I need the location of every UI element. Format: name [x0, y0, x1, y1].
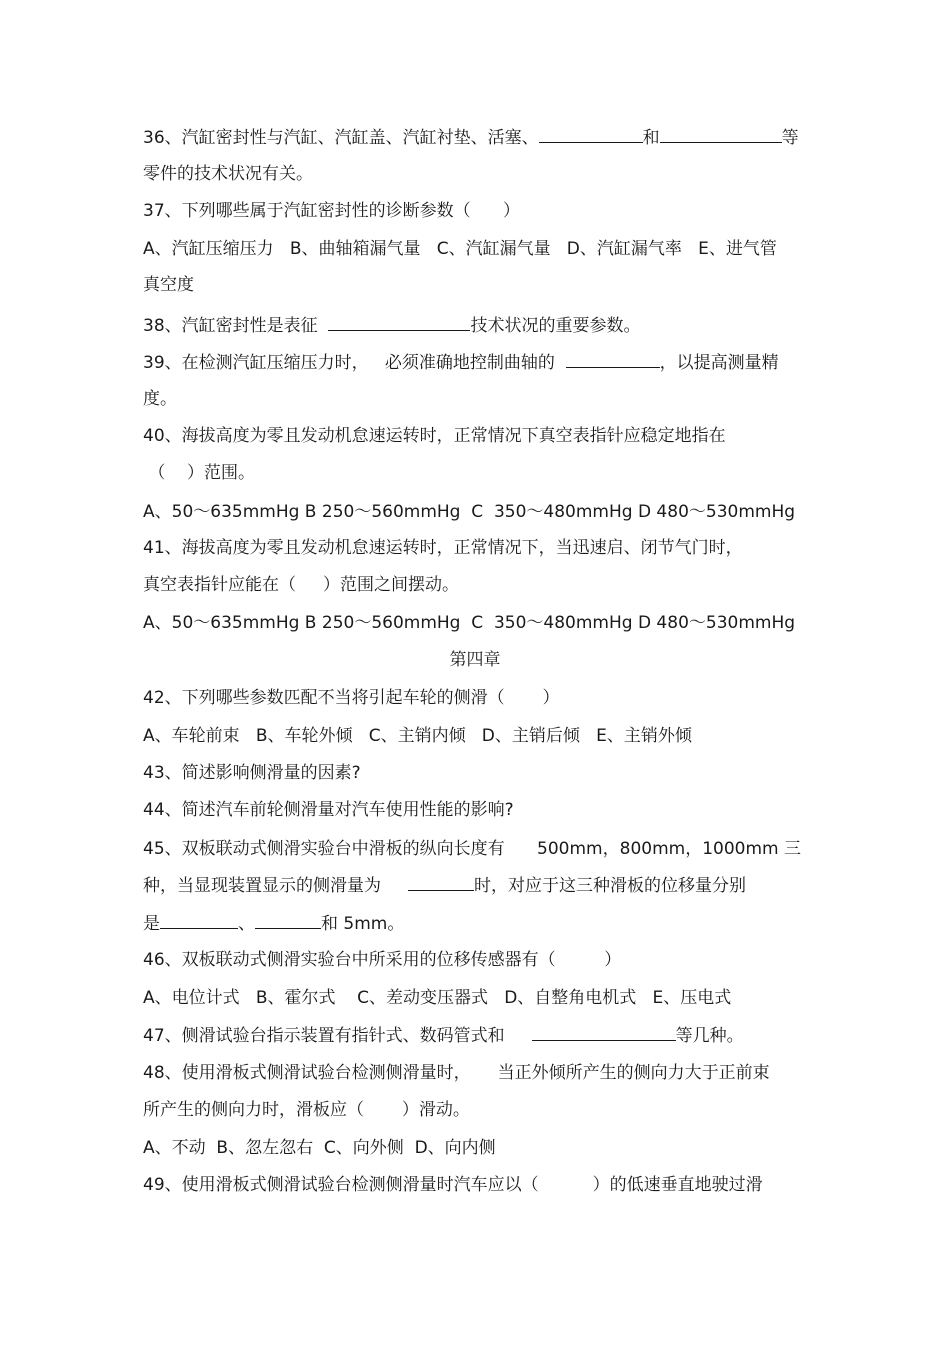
fill-blank [408, 874, 474, 891]
fill-blank [532, 1024, 676, 1041]
question-49: 49、使用滑板式侧滑试验台检测侧滑量时汽车应以（ ）的低速垂直地驶过滑 [143, 1175, 763, 1195]
question-46-options: A、电位计式 B、霍尔式 C、差动变压器式 D、自整角电机式 E、压电式 [143, 988, 732, 1008]
fill-blank [160, 912, 238, 929]
chapter-heading: 第四章 [449, 650, 501, 670]
question-37-options-cont: 真空度 [143, 275, 194, 295]
question-43: 43、简述影响侧滑量的因素? [143, 763, 361, 783]
question-36-line-1: 36、汽缸密封性与汽缸、汽缸盖、汽缸衬垫、活塞、 和 等 [143, 128, 799, 148]
question-40-line-1: 40、海拔高度为零且发动机怠速运转时，正常情况下真空表指针应稳定地指在 [143, 426, 726, 446]
fill-blank [660, 126, 782, 143]
question-42-options: A、车轮前束 B、车轮外倾 C、主销内倾 D、主销后倾 E、主销外倾 [143, 726, 692, 746]
question-44: 44、简述汽车前轮侧滑量对汽车使用性能的影响? [143, 800, 514, 820]
question-37-options: A、汽缸压缩压力 B、曲轴箱漏气量 C、汽缸漏气量 D、汽缸漏气率 E、进气管 [143, 239, 777, 259]
question-39-line-1: 39、在检测汽缸压缩压力时， 必须准确地控制曲轴的 ，以提高测量精 [143, 353, 779, 373]
fill-blank [255, 912, 321, 929]
question-41-options: A、50～635mmHg B 250～560mmHg C 350～480mmHg D 480～530mmHg [143, 613, 796, 633]
question-40-line-2: （ ）范围。 [143, 463, 256, 483]
fill-blank [328, 314, 470, 331]
question-45-line-3: 是 、 和 5mm。 [143, 914, 405, 934]
question-39-line-2: 度。 [143, 389, 177, 409]
question-41-line-1: 41、海拔高度为零且发动机怠速运转时，正常情况下，当迅速启、闭节气门时， [143, 538, 743, 558]
fill-blank [539, 126, 643, 143]
question-45-line-2: 种，当显现装置显示的侧滑量为 时，对应于这三种滑板的位移量分别 [143, 876, 747, 896]
question-48-options: A、不动 B、忽左忽右 C、向外侧 D、向内侧 [143, 1138, 496, 1158]
question-46: 46、双板联动式侧滑实验台中所采用的位移传感器有（ ） [143, 950, 622, 970]
question-38: 38、汽缸密封性是表征 技术状况的重要参数。 [143, 316, 641, 336]
question-48-line-2: 所产生的侧向力时，滑板应（ ）滑动。 [143, 1100, 470, 1120]
question-40-options: A、50～635mmHg B 250～560mmHg C 350～480mmHg D 480～530mmHg [143, 502, 796, 522]
question-48-line-1: 48、使用滑板式侧滑试验台检测侧滑量时， 当正外倾所产生的侧向力大于正前束 [143, 1063, 770, 1083]
question-45-line-1: 45、双板联动式侧滑实验台中滑板的纵向长度有 500mm，800mm，1000mm 三 [143, 839, 801, 859]
question-36-line-2: 零件的技术状况有关。 [143, 164, 313, 184]
question-42: 42、下列哪些参数匹配不当将引起车轮的侧滑（ ） [143, 688, 560, 708]
fill-blank [566, 351, 660, 368]
question-41-line-2: 真空表指针应能在（ ）范围之间摆动。 [143, 575, 460, 595]
question-37: 37、下列哪些属于汽缸密封性的诊断参数（ ） [143, 201, 521, 221]
question-47: 47、侧滑试验台指示装置有指针式、数码管式和 等几种。 [143, 1026, 744, 1046]
